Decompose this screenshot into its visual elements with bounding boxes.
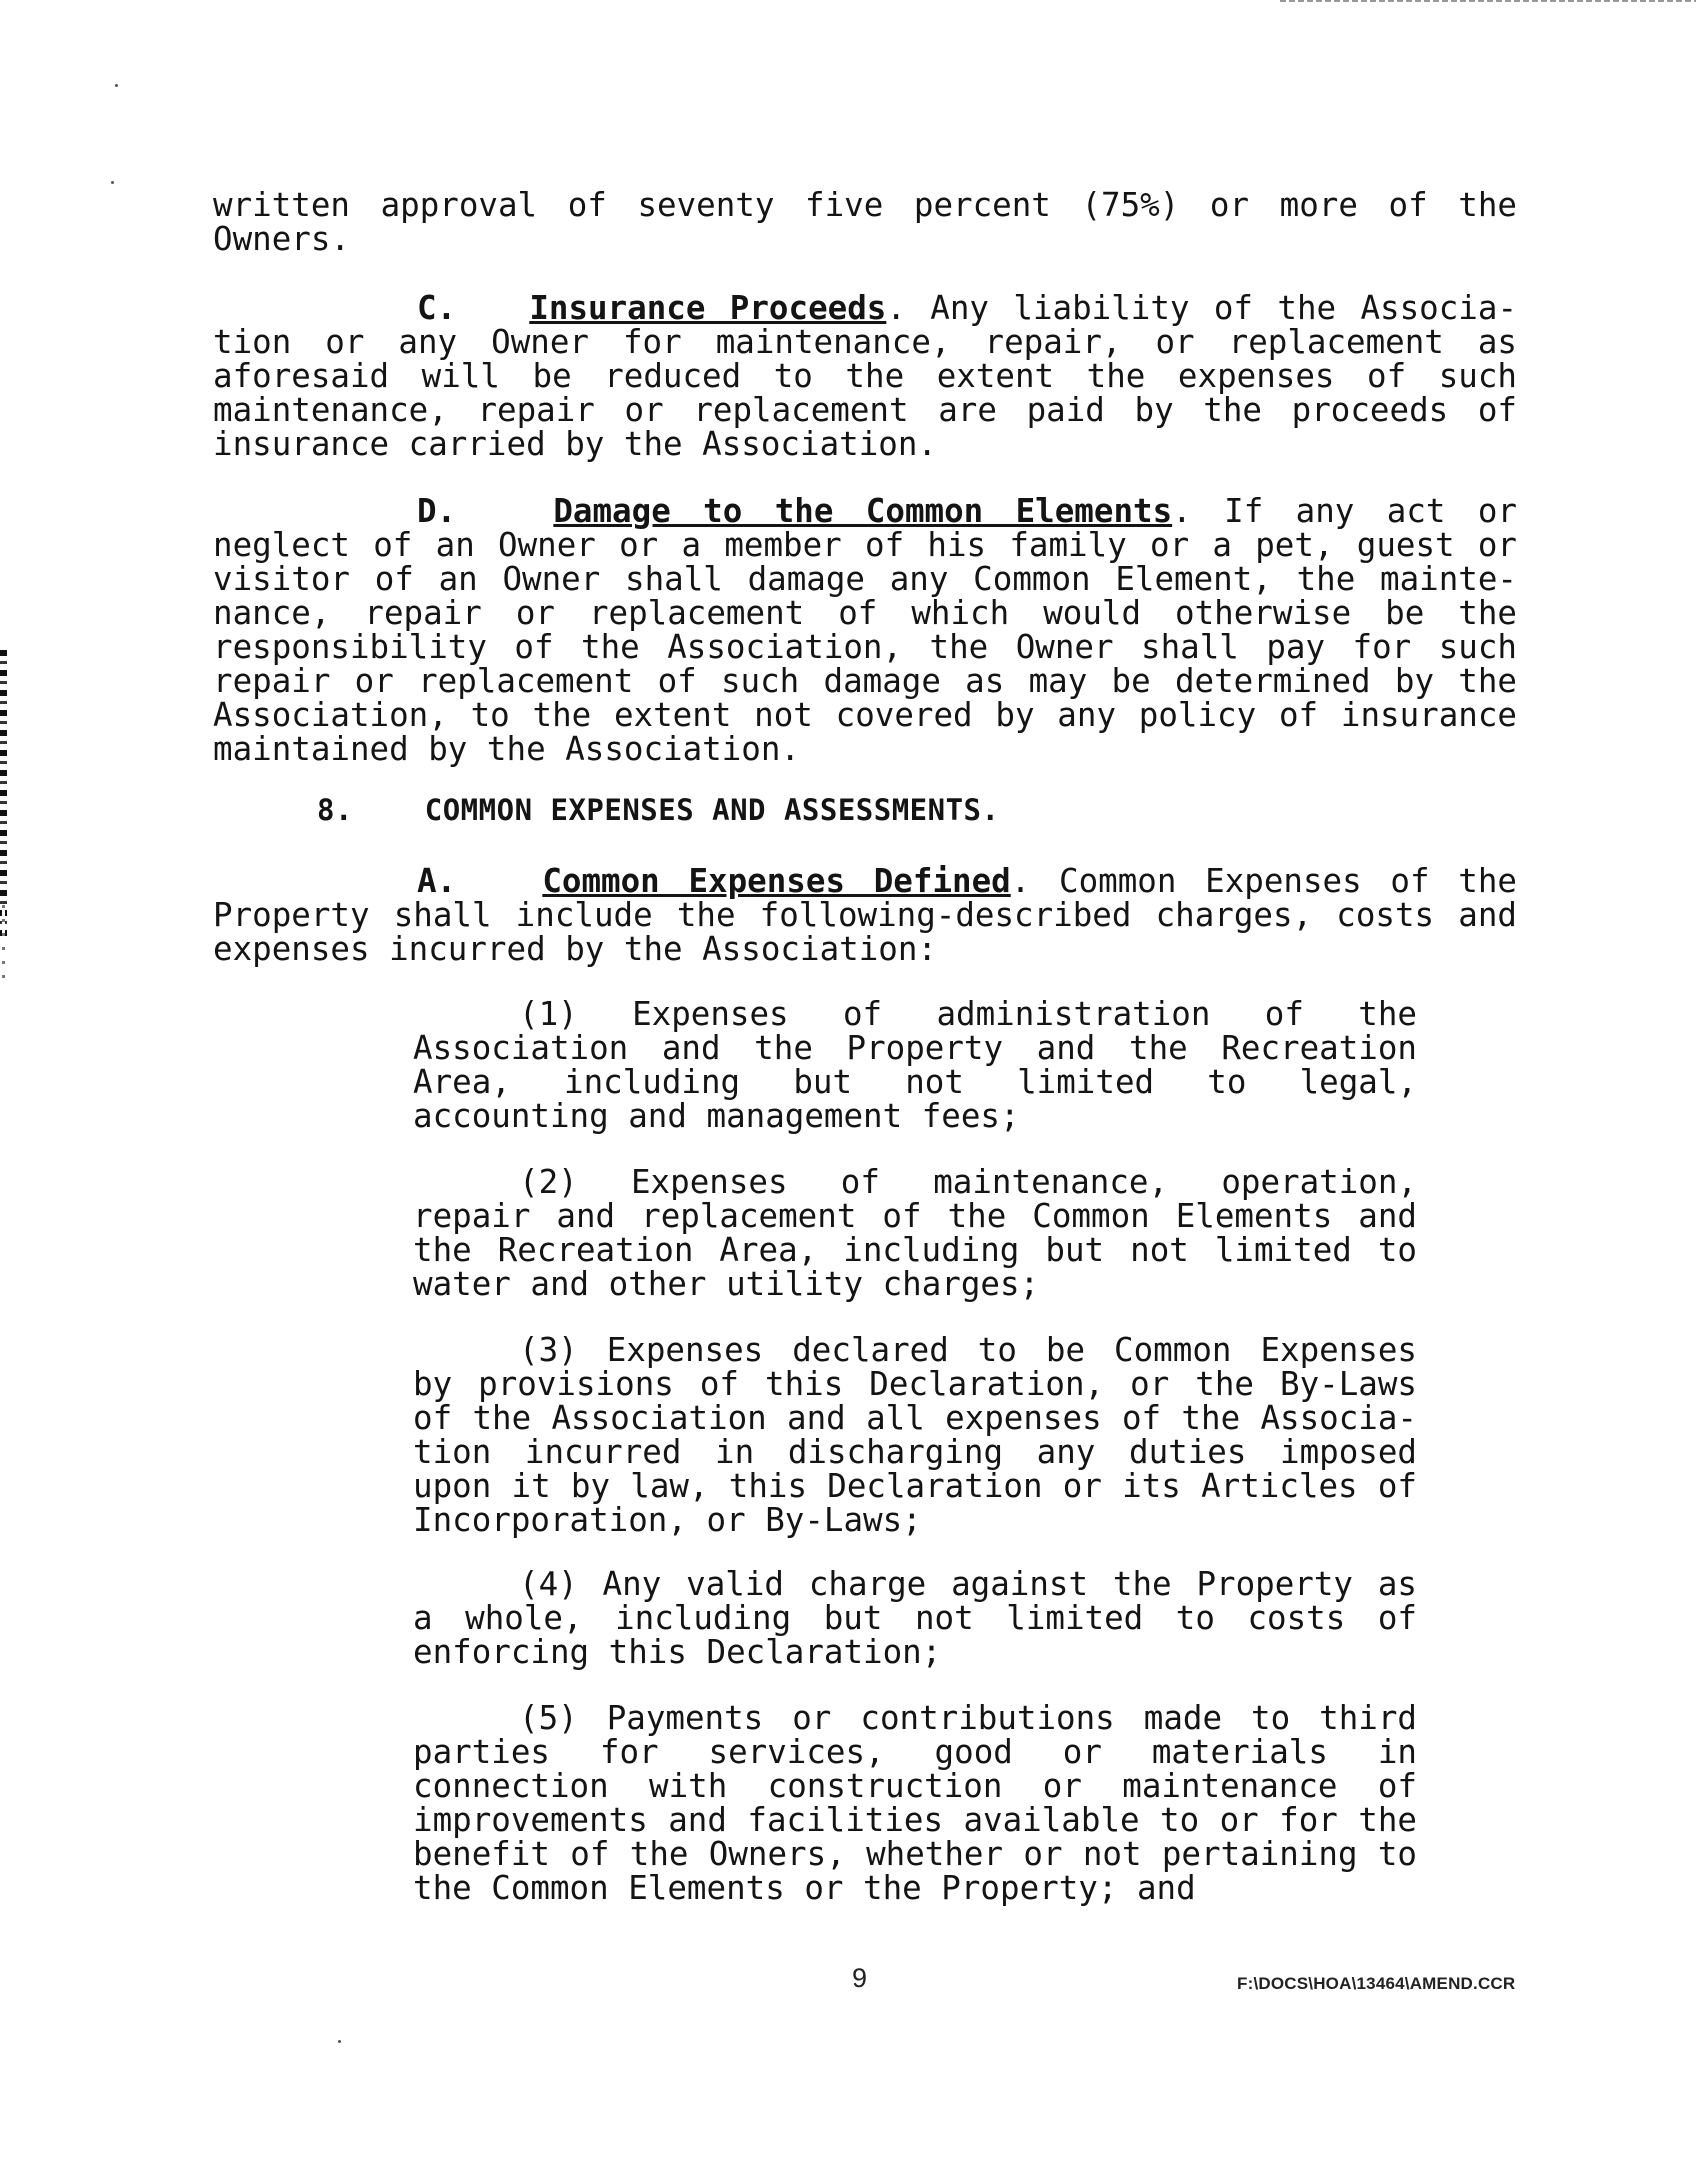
text-line: improvements and facilities available to or for the [413,1801,1417,1839]
text-line: maintenance, repair or replacement are paid by the proceeds of [213,391,1517,429]
text-line: enforcing this Declaration; [413,1633,942,1671]
section-title: COMMON EXPENSES AND ASSESSMENTS. [424,793,1000,827]
text-line: nance, repair or replacement of which would otherwise be the [213,594,1517,632]
list-item-first-line: (1) Expenses of administration of the [519,995,1417,1033]
scan-speck [115,84,118,87]
paragraph-a [213,864,1517,966]
list-item-first-line: (2) Expenses of maintenance, operation, [519,1163,1417,1201]
text-line: maintained by the Association. [213,730,800,768]
file-path: F:\DOCS\HOA\13464\AMEND.CCR [1237,1974,1516,1993]
text-line: responsibility of the Association, the Owner shall pay for such [213,628,1517,666]
scan-left-edge-marks [0,650,7,940]
text-line: water and other utility charges; [413,1265,1040,1303]
paragraph-c [213,291,1517,461]
text-line: aforesaid will be reduced to the extent the expenses of such [213,357,1517,395]
paragraph-c-first-line [213,291,1517,325]
text-line: Incorporation, or By-Laws; [413,1501,922,1539]
text-line: Property shall include the following-described charges, costs and [213,896,1517,934]
text-line: by provisions of this Declaration, or the By-Laws [413,1365,1417,1403]
text-line: written approval of seventy five percent (75%) or more of the [213,186,1517,224]
text-line: of the Association and all expenses of the Associa- [413,1399,1417,1437]
text-line: a whole, including but not limited to costs of [413,1599,1417,1637]
paragraph-a-title: Common Expenses Defined [542,862,1011,900]
text-line: Area, including but not limited to legal, [413,1063,1417,1101]
text-line: tion or any Owner for maintenance, repair, or replacement as [213,323,1517,361]
text-line: benefit of the Owners, whether or not pertaining to [413,1835,1417,1873]
scan-left-edge-dots [2,905,5,985]
paragraph-d-first-line-rest: . If any act or [1172,492,1518,530]
paragraph-d-title: Damage to the Common Elements [553,492,1173,530]
text-line: insurance carried by the Association. [213,425,937,463]
text-line: Association and the Property and the Recreation [413,1029,1417,1067]
text-line: Association, to the extent not covered by any policy of insurance [213,696,1517,734]
text-line: expenses incurred by the Association: [213,930,937,968]
scan-speck [338,2040,341,2043]
paragraph-d-label: D. [417,492,457,530]
text-line: accounting and management fees; [413,1097,1020,1135]
list-item-first-line: (5) Payments or contributions made to third [519,1699,1417,1737]
list-item [413,1165,1417,1301]
paragraph-a-first-line-rest: . Common Expenses of the [1010,862,1517,900]
paragraph-a-first-line [213,864,1517,898]
section-8-heading [317,793,999,827]
text-line: neglect of an Owner or a member of his family or a pet, guest or [213,526,1517,564]
text-line: tion incurred in discharging any duties imposed [413,1433,1417,1471]
text-line: the Recreation Area, including but not limited to [413,1231,1417,1269]
page-number: 9 [852,1963,868,1993]
text-line: visitor of an Owner shall damage any Common Element, the mainte- [213,560,1517,598]
paragraph-c-first-line-rest: . Any liability of the Associa- [886,289,1518,327]
text-line: parties for services, good or materials in [413,1733,1417,1771]
text-line: Owners. [213,220,350,258]
list-item [413,1701,1417,1905]
section-number: 8. [317,793,353,827]
paragraph-d-first-line [213,494,1517,528]
text-line: repair or replacement of such damage as may be determined by the [213,662,1517,700]
paragraph-a-label: A. [417,862,457,900]
text-line: connection with construction or maintenance of [413,1767,1417,1805]
list-item-first-line: (3) Expenses declared to be Common Expenses [519,1331,1417,1369]
text-line: repair and replacement of the Common Elements and [413,1197,1417,1235]
paragraph-c-title: Insurance Proceeds [529,289,887,327]
text-line: upon it by law, this Declaration or its Articles of [413,1467,1417,1505]
paragraph-continuation [213,188,1517,256]
paragraph-d [213,494,1517,766]
list-item [413,1333,1417,1537]
list-item [413,997,1417,1133]
paragraph-c-label: C. [417,289,457,327]
list-item-first-line: (4) Any valid charge against the Property as [519,1565,1417,1603]
scan-top-edge [1280,0,1696,2]
list-item [413,1567,1417,1669]
scan-speck [111,181,114,184]
text-line: the Common Elements or the Property; and [413,1869,1196,1907]
